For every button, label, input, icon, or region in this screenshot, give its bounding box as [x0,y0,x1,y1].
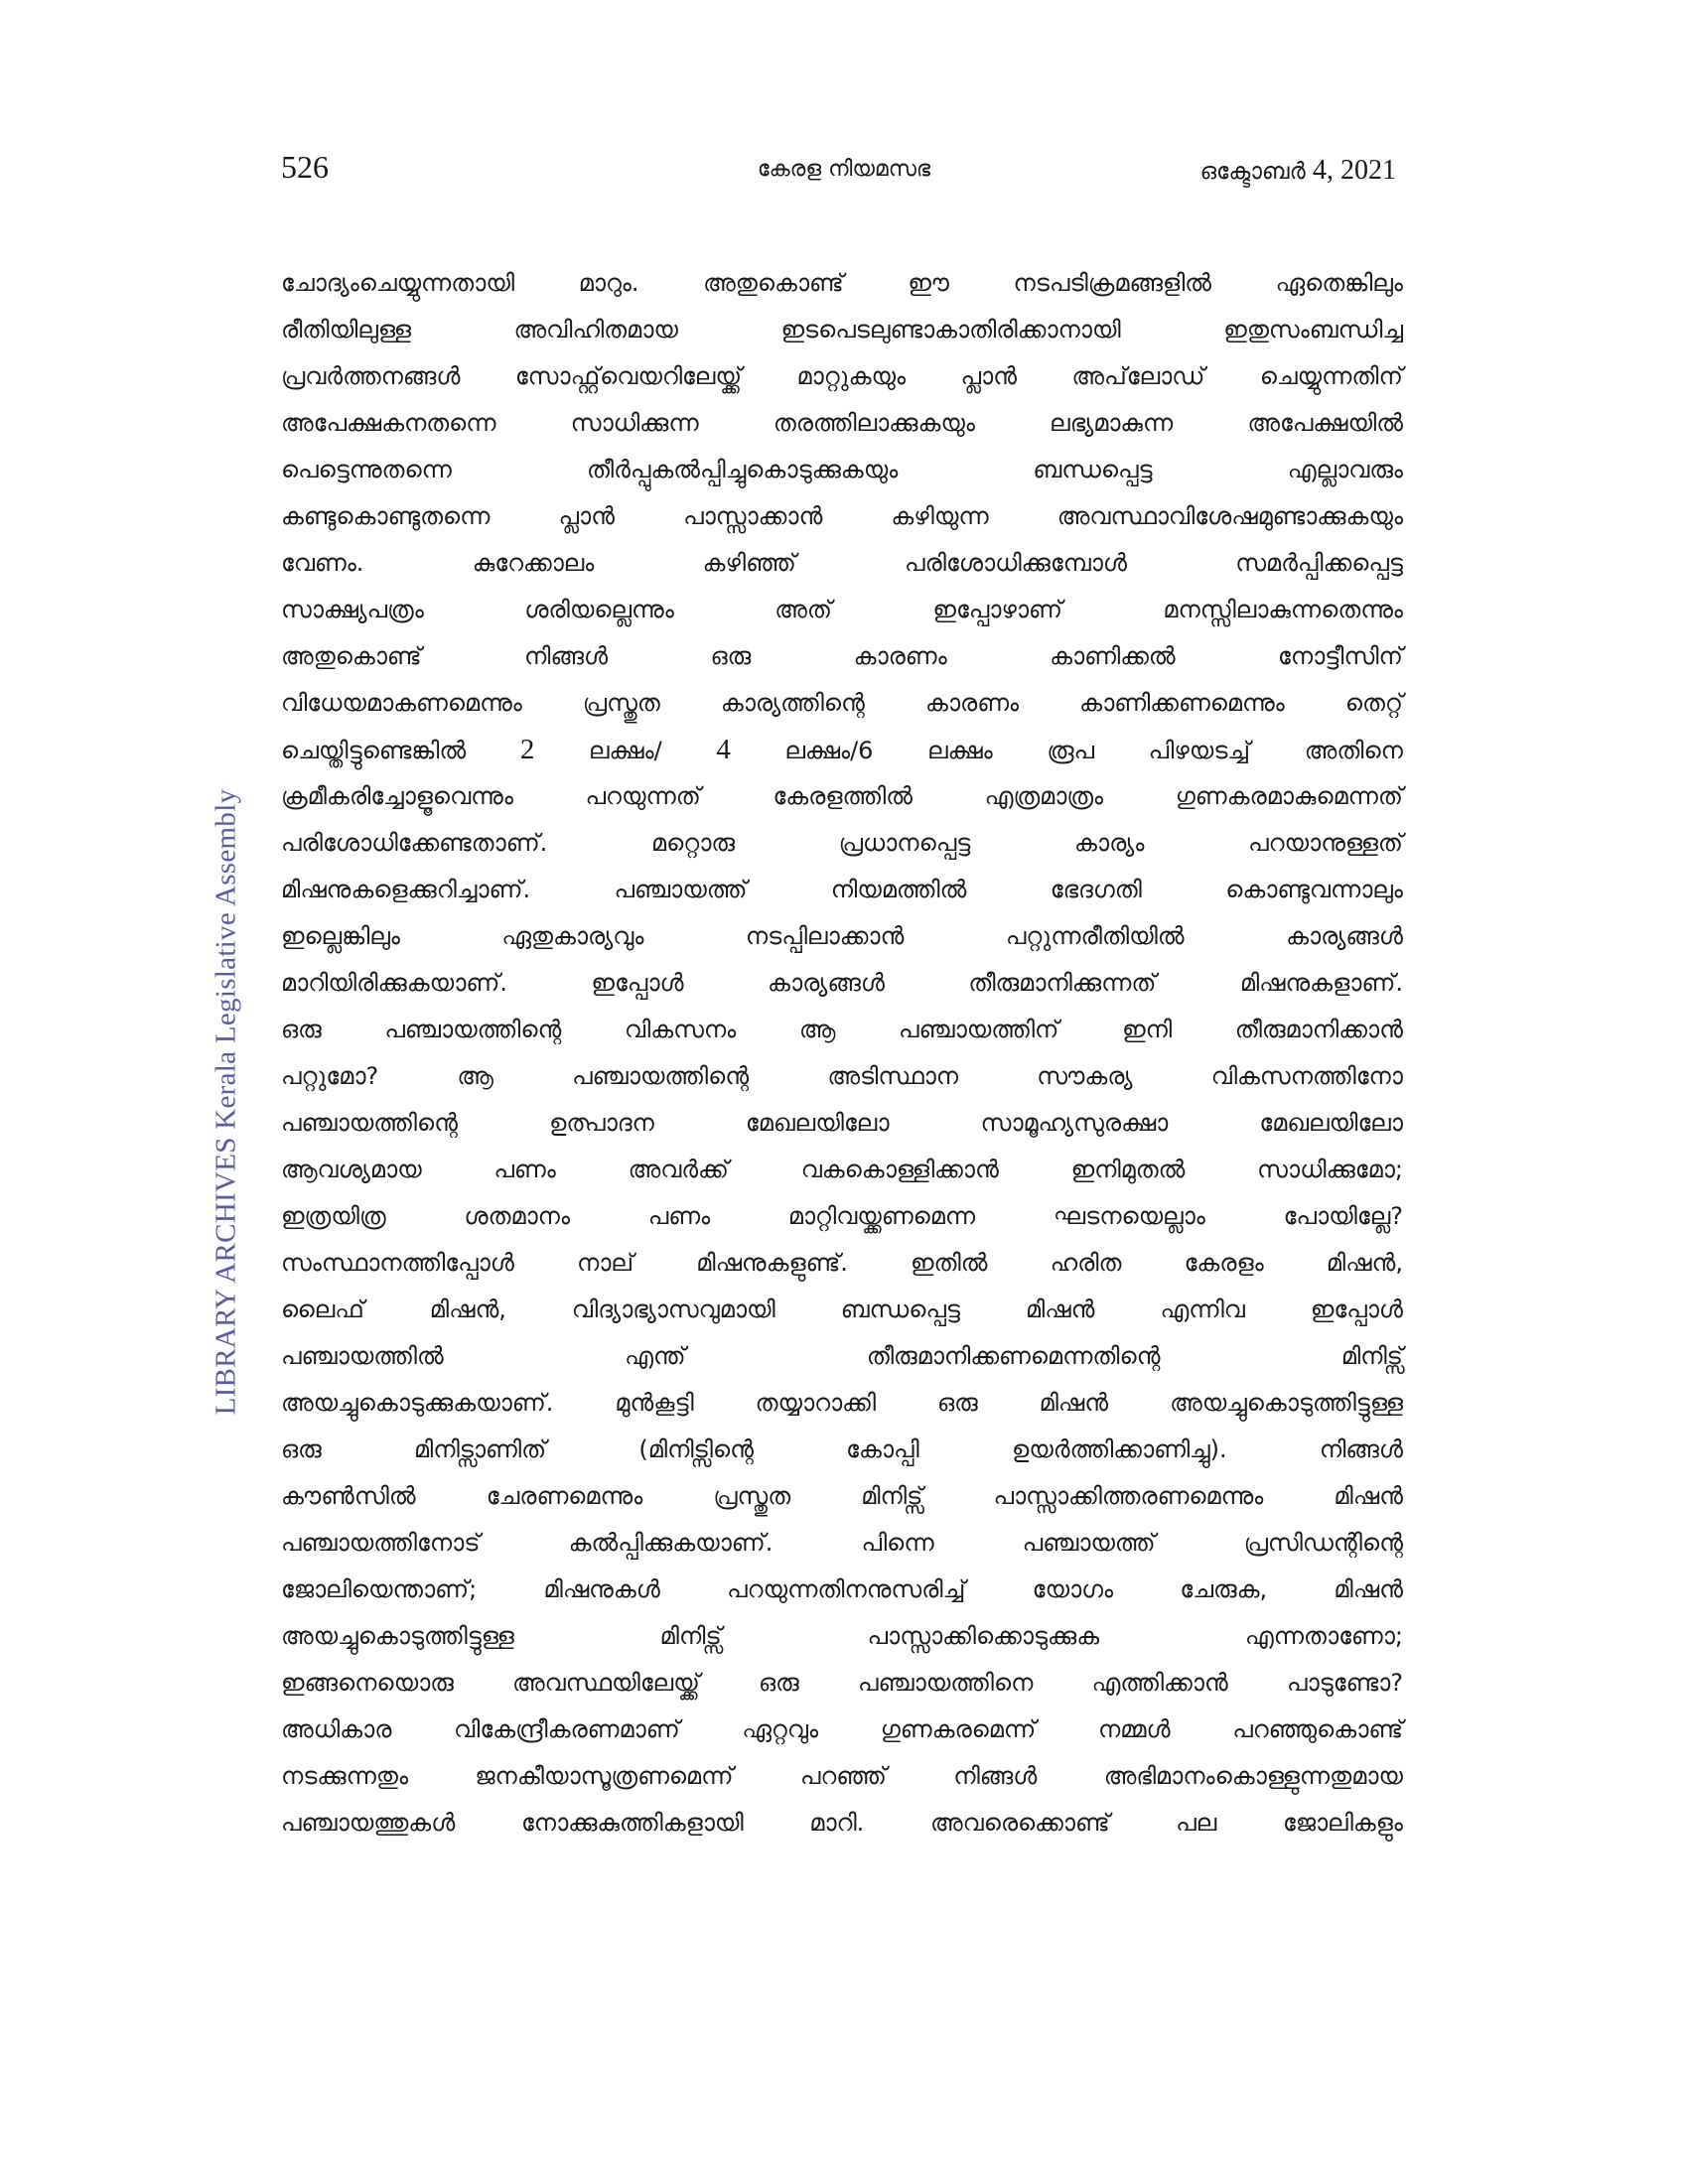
word: ശരിയല്ലെന്നും [524,596,674,623]
word: മിഷനുകളാണ്. [1239,969,1403,997]
word: ലക്ഷം/6 [784,737,874,764]
word: സംസ്ഥാനത്തിപ്പോൾ [281,1249,514,1277]
word: മനസ്സിലാകുന്നതെന്നും [1163,596,1403,623]
word: തയ്യാറാക്കി [755,1389,877,1417]
word: ഗുണകരമെന്ന് [880,1715,1037,1743]
word: ഇത്രയിത്ര [281,1202,386,1230]
word: നടപടിക്രമങ്ങളിൽ [1013,269,1212,297]
word: മറ്റൊരു [651,829,735,857]
word: തെറ്റ് [1344,689,1403,717]
word: എത്രമാത്രം [984,782,1104,810]
word: ലക്ഷം/ [588,737,662,764]
text-line [281,1100,1403,1147]
word: കേരളത്തിൽ [773,782,913,810]
word: ലക്ഷം [927,737,993,764]
word: ജോലിയെന്താണ്; [281,1575,478,1603]
word: പ്രസ്തുത [713,1482,791,1510]
word: ബന്ധപ്പെട്ട [1033,456,1153,483]
header-date [1200,155,1396,187]
text-line [281,260,1403,307]
word: മാറ്റിവയ്ക്കണമെന്ന [787,1202,976,1230]
word: ജനകീയാസൂത്രണമെന്ന് [475,1762,734,1790]
word: നിങ്ങൾ [1319,1435,1403,1463]
word: നോട്ടീസിന് [1277,642,1403,670]
word: ഉത്പാദന [549,1109,654,1137]
word: പറ്റുമോ? [281,1062,379,1090]
word: ഇപ്പോഴാണ് [932,596,1062,623]
archive-watermark: LIBRARY ARCHIVES Kerala Legislative Assembly [210,788,242,1416]
word: മിനിട്സ് [1340,1342,1403,1370]
page-header [0,149,1688,199]
text-line [281,1287,1403,1333]
word: 4 [716,734,731,765]
word: അതുകൊണ്ട് [281,642,422,670]
word: എന്നിവ [1160,1296,1245,1323]
word: കാര്യത്തിന്റെ [720,689,865,717]
word: പരിശോധിക്കേണ്ടതാണ്. [281,829,548,857]
word: ഹരിത [1050,1249,1122,1277]
word: മിനിട്സ് [861,1482,923,1510]
word: കോപ്പി [846,1435,919,1463]
word: പാസ്സാക്കാൻ [683,502,823,530]
word: പഞ്ചായത്തിന് [899,1016,1059,1043]
word: പറയുന്നത് [585,782,701,810]
word: നിങ്ങൾ [523,642,609,670]
word: നിയമത്തിൽ [830,876,967,903]
word: പ്ലാൻ [960,362,1018,390]
word: മിഷൻ [1025,1296,1095,1323]
word: കാരണം [924,689,1020,717]
word: അടിസ്ഥാന [827,1062,959,1090]
text-line [281,1147,1403,1193]
word: കഴിഞ്ഞ് [702,549,796,577]
word: പഞ്ചായത്തിനെ [857,1669,1034,1697]
text-line [281,540,1403,587]
word: മേഖലയിലോ [1259,1109,1403,1137]
word: മിഷൻ [1334,1482,1403,1510]
word: വികസനത്തിനോ [1210,1062,1403,1090]
word: വിദ്യാഭ്യാസവുമായി [571,1296,775,1323]
text-line [281,447,1403,493]
word: ഉയർത്തിക്കാണിച്ചു). [1011,1435,1227,1463]
text-line [281,633,1403,680]
word: ചെയ്യുന്നതിന് [1259,362,1403,390]
word: പ്രധാനപ്പെട്ട [838,829,971,857]
word: ഇല്ലെങ്കിലും [281,922,400,950]
word: ചോദ്യംചെയ്യുന്നതായി [281,269,515,297]
word: അവസ്ഥാവിശേഷമുണ്ടാക്കുകയും [1056,502,1403,530]
word: കാണിക്കൽ [1050,642,1176,670]
text-line [281,960,1403,1007]
word: നോക്കുകുത്തികളായി [520,1809,744,1837]
word: പ്ലാൻ [558,502,615,530]
word: നമ്മൾ [1097,1715,1171,1743]
word: അധികാര [281,1715,392,1743]
word: തീരുമാനിക്കണമെന്നതിന്റെ [866,1342,1161,1370]
word: മേഖലയിലോ [745,1109,890,1137]
word: പ്രസ്തുത [582,689,660,717]
word: ഘടനയെല്ലാം [1053,1202,1205,1230]
text-line [281,1567,1403,1613]
word: ഇപ്പോൾ [591,969,684,997]
text-line [281,913,1403,960]
word: മുൻകൂട്ടി [615,1389,694,1417]
word: ഒരു [936,1389,978,1417]
word: ഇങ്ങനെയൊരു [281,1669,454,1697]
text-line [281,1240,1403,1287]
word: പറയാനുള്ളത് [1248,829,1403,857]
word: കുറേക്കാലം [472,549,595,577]
word: ഇതിൽ [911,1249,988,1277]
word: കാര്യം [1074,829,1145,857]
word: ഇപ്പോൾ [1310,1296,1403,1323]
word: ജോലികളും [1283,1809,1403,1837]
word: അപ്‌ലോഡ് [1071,362,1205,390]
word: സാക്ഷ്യപത്രം [281,596,424,623]
word: പണം [647,1202,711,1230]
word: പിഴയടച്ച് [1148,737,1251,764]
word: പല [1176,1809,1217,1837]
word: അതിനെ [1304,737,1403,764]
text-line [281,1333,1403,1380]
word: ആവശ്യമായ [281,1156,422,1183]
word: കാരണം [853,642,947,670]
word: പോയില്ലേ? [1283,1202,1403,1230]
word: പെട്ടെന്നുതന്നെ [281,456,452,483]
word: സൗകര്യ [1037,1062,1133,1090]
word: ഭേദഗതി [1050,876,1142,903]
word: പരിശോധിക്കുമ്പോൾ [905,549,1127,577]
word: ഒരു [281,1435,322,1463]
word: കഴിയുന്ന [891,502,989,530]
word: സാധിക്കുന്ന [570,409,699,437]
word: പറ്റുന്നരീതിയിൽ [1005,922,1185,950]
word: ആ [798,1016,836,1043]
word: നടപ്പിലാക്കാൻ [745,922,905,950]
body-text [281,260,1403,1846]
text-line [281,353,1403,400]
word: മിഷനുകളുണ്ട്. [696,1249,848,1277]
word: പാടുണ്ടോ? [1286,1669,1403,1697]
word: പഞ്ചായത്തിന്റെ [572,1062,750,1090]
word: അത് [774,596,832,623]
word: കണ്ടുകൊണ്ടുതന്നെ [281,502,491,530]
word: ഇനി [1122,1016,1173,1043]
word: തീർപ്പുകൽപ്പിച്ചുകൊടുക്കുകയും [586,456,899,483]
word: നിങ്ങൾ [953,1762,1038,1790]
word: ക്രമീകരിച്ചോളൂവെന്നും [281,782,513,810]
word: എല്ലാവരും [1287,456,1403,483]
word: ഒരു [281,1016,322,1043]
word: ശതമാനം [464,1202,571,1230]
text-line [281,727,1403,773]
word: അപേക്ഷകനതന്നെ [281,409,496,437]
text-line [281,1520,1403,1567]
word: തീരുമാനിക്കാൻ [1234,1016,1403,1043]
word: നാല് [577,1249,634,1277]
text-line [281,773,1403,820]
word: (മിനിട്സിന്റെ [638,1435,754,1463]
word: രൂപ [1047,737,1094,764]
word: മാറ്റുകയും [796,362,907,390]
text-line [281,1753,1403,1800]
word: മിഷനുകൾ [543,1575,660,1603]
text-line [281,587,1403,633]
word: പാസ്സാക്കിത്തരണമെന്നും [993,1482,1264,1510]
text-line [281,1427,1403,1473]
word: പറഞ്ഞുകൊണ്ട് [1232,1715,1403,1743]
word: പഞ്ചായത്ത് [614,876,748,903]
word: പഞ്ചായത്തിൽ [281,1342,444,1370]
word: എത്തിക്കാൻ [1091,1669,1228,1697]
word: കൽപ്പിക്കുകയാണ്. [568,1529,774,1557]
word: ഒരു [759,1669,799,1697]
text-line [281,1053,1403,1100]
word: പണം [493,1156,556,1183]
text-line [281,307,1403,353]
word: ഒരു [710,642,752,670]
text-line [281,400,1403,447]
word: ഏതെങ്കിലും [1275,269,1403,297]
word: സാമൂഹ്യസുരക്ഷാ [980,1109,1169,1137]
text-line [281,1473,1403,1520]
text-line [281,1706,1403,1753]
word: അപേക്ഷയിൽ [1247,409,1403,437]
word: ഇടപെടലുണ്ടാകാതിരിക്കാനായി [780,316,1121,343]
word: അവരെക്കൊണ്ട് [929,1809,1110,1837]
word: ഇതുസംബന്ധിച്ച [1223,316,1403,343]
word: അവർക്ക് [628,1156,729,1183]
word: വികസനം [624,1016,737,1043]
word: മിഷൻ, [1326,1249,1403,1277]
word: അഭിമാനംകൊള്ളുന്നതുമായ [1103,1762,1403,1790]
word: ഏതുകാര്യവും [501,922,644,950]
word: പറഞ്ഞ് [799,1762,887,1790]
word: വിധേയമാകണമെന്നും [281,689,522,717]
word: പഞ്ചായത്തിന്റെ [384,1016,562,1043]
word: വേണം. [281,549,364,577]
word: എന്ത് [625,1342,686,1370]
word: കാര്യങ്ങൾ [768,969,885,997]
word: ഇനിമുതൽ [1070,1156,1186,1183]
word: പിന്നെ [861,1529,934,1557]
word: പറയുന്നതിനനുസരിച്ച് [727,1575,966,1603]
word: ചേരുക, [1180,1575,1268,1603]
text-line [281,1193,1403,1240]
word: മിഷൻ [1039,1389,1109,1417]
text-line [281,1613,1403,1660]
word: കൗൺസിൽ [281,1482,416,1510]
word: പ്രവർത്തനങ്ങൾ [281,362,461,390]
word: ഏറ്റവും [742,1715,819,1743]
word: ആ [457,1062,493,1090]
text-line [281,1380,1403,1427]
running-title: കേരള നിയമസഭ [757,157,931,182]
word: വകകൊള്ളിക്കാൻ [800,1156,999,1183]
text-line [281,1800,1403,1846]
word: ലൈഫ് [281,1296,364,1323]
word: ബന്ധപ്പെട്ട [840,1296,960,1323]
word: തരത്തിലാക്കുകയും [773,409,975,437]
text-line [281,1660,1403,1706]
word: ലഭ്യമാകുന്ന [1050,409,1174,437]
text-line [281,867,1403,913]
word: പഞ്ചായത്തിനോട് [281,1529,481,1557]
word: പഞ്ചായത്തുകൾ [281,1809,456,1837]
word: വികേന്ദ്രീകരണമാണ് [454,1715,680,1743]
word: ഗുണകരമാകുമെന്നത് [1175,782,1403,810]
word: എന്നതാണോ; [1244,1622,1403,1650]
word: നടക്കുന്നതും [281,1762,409,1790]
text-line [281,1007,1403,1053]
word: മാറും. [578,269,639,297]
word: സാധിക്കുമോ; [1257,1156,1403,1183]
text-line [281,820,1403,867]
word: കേരളം [1184,1249,1264,1277]
word: കാണിക്കണമെന്നും [1079,689,1285,717]
word: മിനിട്സ് [659,1622,722,1650]
text-line [281,493,1403,540]
word: അവിഹിതമായ [513,316,678,343]
word: അയച്ചുകൊടുത്തിട്ടുള്ള [1170,1389,1403,1417]
word: ഈ [908,269,949,297]
word: അയച്ചുകൊടുത്തിട്ടുള്ള [281,1622,514,1650]
header-date-numbers: 4, 2021 [1313,155,1396,186]
word: അയച്ചുകൊടുക്കുകയാണ്. [281,1389,554,1417]
page-number: 526 [281,149,329,185]
header-date-month: ഒക്ടോബർ [1199,159,1306,185]
word: മിനിട്സാണിത് [413,1435,547,1463]
word: മിഷൻ [1334,1575,1403,1603]
word: യോഗം [1032,1575,1114,1603]
word: ചെയ്തിട്ടുണ്ടെങ്കിൽ [281,737,467,764]
word: സോഫ്റ്റ്‌വെയറിലേയ്ക്ക് [514,362,743,390]
text-line [281,680,1403,727]
word: രീതിയിലുള്ള [281,316,411,343]
word: തീരുമാനിക്കുന്നത് [968,969,1157,997]
word: മാറി. [809,1809,865,1837]
word: പ്രസിഡന്റിന്റെ [1243,1529,1403,1557]
word: പഞ്ചായത്തിന്റെ [281,1109,458,1137]
word: അതുകൊണ്ട് [703,269,844,297]
word: മാറിയിരിക്കുകയാണ്. [281,969,507,997]
word: സമർപ്പിക്കപ്പെട്ട [1235,549,1403,577]
word: പഞ്ചായത്ത് [1022,1529,1156,1557]
word: ചേരണമെന്നും [486,1482,643,1510]
word: മിഷൻ, [429,1296,506,1323]
word: മിഷനുകളെക്കുറിച്ചാണ്. [281,876,531,903]
word: അവസ്ഥയിലേയ്ക്ക് [512,1669,700,1697]
word: കാര്യങ്ങൾ [1286,922,1403,950]
word: പാസ്സാക്കിക്കൊടുക്കുക [867,1622,1100,1650]
word: കൊണ്ടുവന്നാലും [1225,876,1403,903]
word: 2 [519,734,535,765]
